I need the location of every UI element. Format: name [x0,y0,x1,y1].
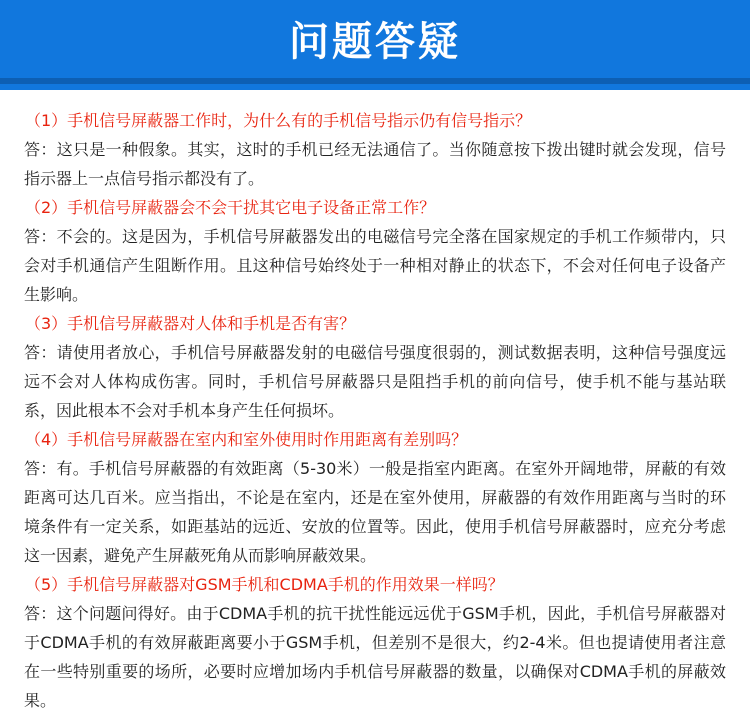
question-1: （1）手机信号屏蔽器工作时，为什么有的手机信号指示仍有信号指示？ [25,111,532,130]
question-3: （3）手机信号屏蔽器对人体和手机是否有害？ [25,314,356,333]
answer-1: 答：这只是一种假象。其实，这时的手机已经无法通信了。当你随意按下拨出键时就会发现，信号指示器上一点信号指示都没有了。 [24,140,726,188]
answer-3: 答：请使用者放心，手机信号屏蔽器发射的电磁信号强度很弱的，测试数据表明，这种信号强度远远不会对人体构成伤害。同时，手机信号屏蔽器只是阻挡手机的前向信号，使手机不能与基站联系，因此根本不会对手机本身产生任何损坏。 [24,343,726,420]
qa-item-5 [24,570,726,715]
answer-4: 答：有。手机信号屏蔽器的有效距离（5-30米）一般是指室内距离。在室外开阔地带，屏蔽的有效距离可达几百米。应当指出，不论是在室内，还是在室外使用，屏蔽器的有效作用距离与当时的环境条件有一定关系，如距基站的远近、安放的位置等。因此，使用手机信号屏蔽器时，应充分考虑这一因素，避免产生屏蔽死角从而影响屏蔽效果。 [24,459,726,565]
question-5: （5）手机信号屏蔽器对GSM手机和CDMA手机的作用效果一样吗？ [25,575,504,594]
qa-item-2 [24,193,726,309]
question-2: （2）手机信号屏蔽器会不会干扰其它电子设备正常工作？ [25,198,436,217]
answer-5: 答：这个问题问得好。由于CDMA手机的抗干扰性能远远优于GSM手机，因此，手机信号屏蔽器对于CDMA手机的有效屏蔽距离要小于GSM手机，但差别不是很大，约2-4米。但也提请使用者注意在一些特别重要的场所，必要时应增加场内手机信号屏蔽器的数量，以确保对CDMA手机的屏蔽效果。 [24,604,726,710]
page-title: 问题答疑 [289,19,461,65]
question-4: （4）手机信号屏蔽器在室内和室外使用时作用距离有差别吗？ [25,430,468,449]
qa-list [24,106,726,715]
banner-stripe [0,78,750,84]
header-banner [0,0,750,90]
qa-item-4 [24,425,726,570]
answer-2: 答：不会的。这是因为，手机信号屏蔽器发出的电磁信号完全落在国家规定的手机工作频带内，只会对手机通信产生阻断作用。且这种信号始终处于一种相对静止的状态下，不会对任何电子设备产生影响。 [24,227,726,304]
qa-item-1 [24,106,726,193]
qa-item-3 [24,309,726,425]
